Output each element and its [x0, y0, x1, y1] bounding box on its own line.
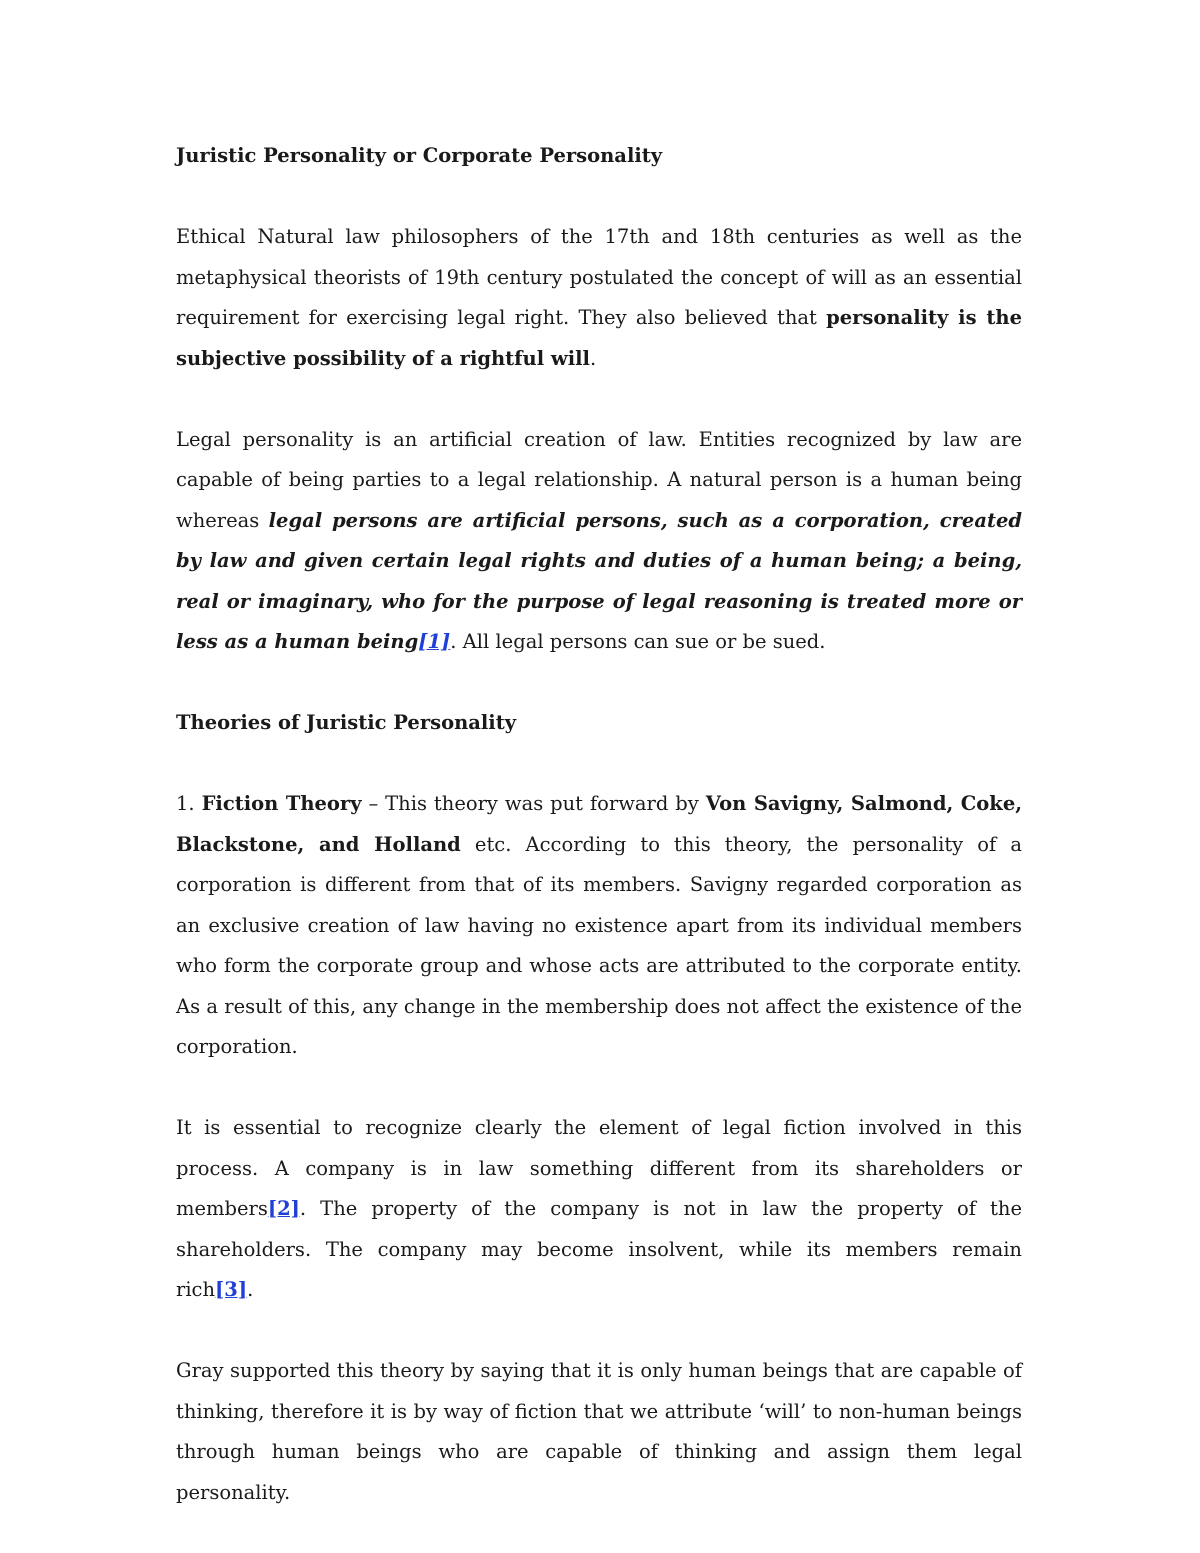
bold-italic-phrase: legal persons are artificial persons, such as a corporation, created by law and given certain legal rights and duties of a human being; a being, real or imaginary, who for the purpose of legal reasoning is treated more or less as a human being	[176, 508, 1023, 653]
paragraph-text: – This theory was put forward by	[361, 792, 706, 815]
paragraph-spacer	[176, 1068, 1022, 1109]
paragraph-spacer	[176, 379, 1022, 420]
paragraph-text: Ethical Natural law philosophers of the 17th and 18th centuries as well as the metaphysical theorists of 19th century postulated the concept of will as an essential requirement for exercising legal right. They also believed that	[176, 225, 1022, 329]
paragraph-text: .	[589, 346, 597, 370]
list-number: 1.	[176, 792, 202, 815]
paragraph-legal-fiction	[176, 1108, 1022, 1311]
paragraph-text: Gray supported this theory by saying that it is only human beings that are capable of thinking, therefore it is by way of fiction that we attribute ‘will’ to non-human beings through human beings who are capable of thinking and assign them legal personality.	[176, 1359, 1022, 1504]
paragraph-text: Legal personality is an artificial creation of law. Entities recognized by law are capable of being parties to a legal relationship. A natural person is a human being whereas	[176, 427, 1022, 532]
document-body	[176, 136, 1022, 1513]
paragraph-legal-personality	[176, 420, 1022, 663]
paragraph-spacer	[176, 663, 1022, 704]
section-heading: Theories of Juristic Personality	[176, 711, 517, 734]
paragraph-text: It is essential to recognize clearly the element of legal fiction involved in this process. A company is in law something different from its shareholders or members	[176, 1116, 1022, 1220]
bold-term: Fiction Theory	[201, 792, 362, 815]
paragraph-spacer	[176, 744, 1022, 785]
paragraph-text: .	[247, 1278, 254, 1301]
paragraph-text: . The property of the company is not in law the property of the shareholders. The company may become insolvent, while its members remain rich	[176, 1197, 1022, 1301]
footnote-link-1[interactable]: [1]	[418, 630, 451, 653]
paragraph-text: . All legal persons can sue or be sued.	[450, 630, 826, 653]
paragraph-gray	[176, 1351, 1022, 1513]
paragraph-natural-law	[176, 217, 1022, 379]
footnote-link-3[interactable]: [3]	[215, 1278, 248, 1301]
paragraph-text: etc. According to this theory, the personality of a corporation is different from that of its members. Savigny regarded corporation as an exclusive creation of law having no existence apart from its individual members who form the corporate group and whose acts are attributed to the corporate entity. As a result of this, any change in the membership does not affect the existence of the corporation.	[176, 832, 1022, 1058]
footnote-link-2[interactable]: [2]	[267, 1197, 300, 1220]
paragraph-spacer	[176, 177, 1022, 218]
page-title: Juristic Personality or Corporate Personality	[176, 144, 663, 167]
paragraph-fiction-theory	[176, 784, 1022, 1068]
bold-names: Von Savigny, Salmond, Coke, Blackstone, and Holland	[176, 792, 1023, 856]
bold-phrase: personality is the subjective possibility of a rightful will	[176, 306, 1022, 370]
paragraph-spacer	[176, 1311, 1022, 1352]
